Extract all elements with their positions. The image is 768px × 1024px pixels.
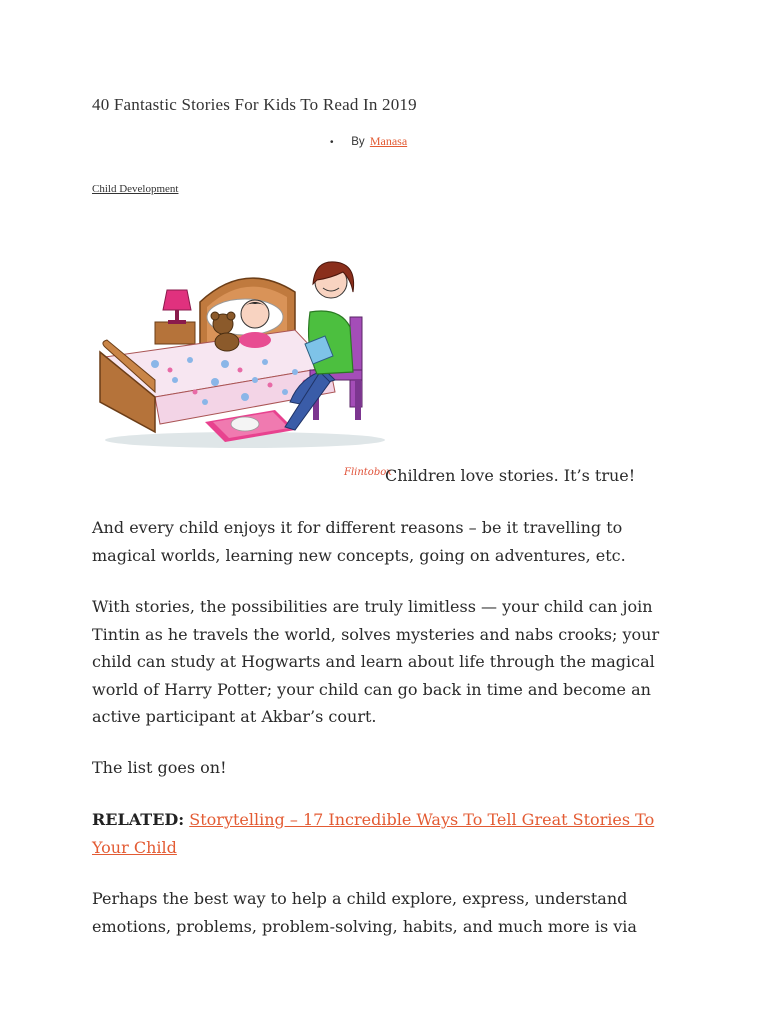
author-link[interactable]: Manasa [369, 134, 408, 148]
article-illustration [95, 252, 385, 452]
related-block [92, 806, 682, 861]
illustration-credit: Flintobox [344, 467, 392, 478]
related-label: RELATED: [92, 810, 185, 829]
related-article-link[interactable]: Storytelling – 17 Incredible Ways To Tell Great Stories To Your Child [92, 810, 655, 857]
category-link[interactable]: Child Development [92, 183, 179, 195]
byline-label: By [351, 136, 365, 148]
byline [330, 134, 407, 149]
paragraph-5: Perhaps the best way to help a child explore, express, understand emotions, problems, problem-solving, habits, and much more is via [92, 889, 637, 936]
paragraph-2: With stories, the possibilities are truly limitless — your child can join Tintin as he travels the world, solves mysteries and nabs crooks; your child can study at Hogwarts and learn about life through the magical world of Harry Potter; your child can go back in time and become an active participant at Akbar’s court. [92, 597, 660, 726]
bullet: • [330, 137, 334, 148]
article-title: 40 Fantastic Stories For Kids To Read In 2019 [92, 95, 417, 114]
intro-paragraph: Children love stories. It’s true! [385, 466, 636, 485]
paragraph-1: And every child enjoys it for different reasons – be it travelling to magical worlds, learning new concepts, going on adventures, etc. [92, 518, 626, 565]
paragraph-3: The list goes on! [92, 758, 227, 777]
